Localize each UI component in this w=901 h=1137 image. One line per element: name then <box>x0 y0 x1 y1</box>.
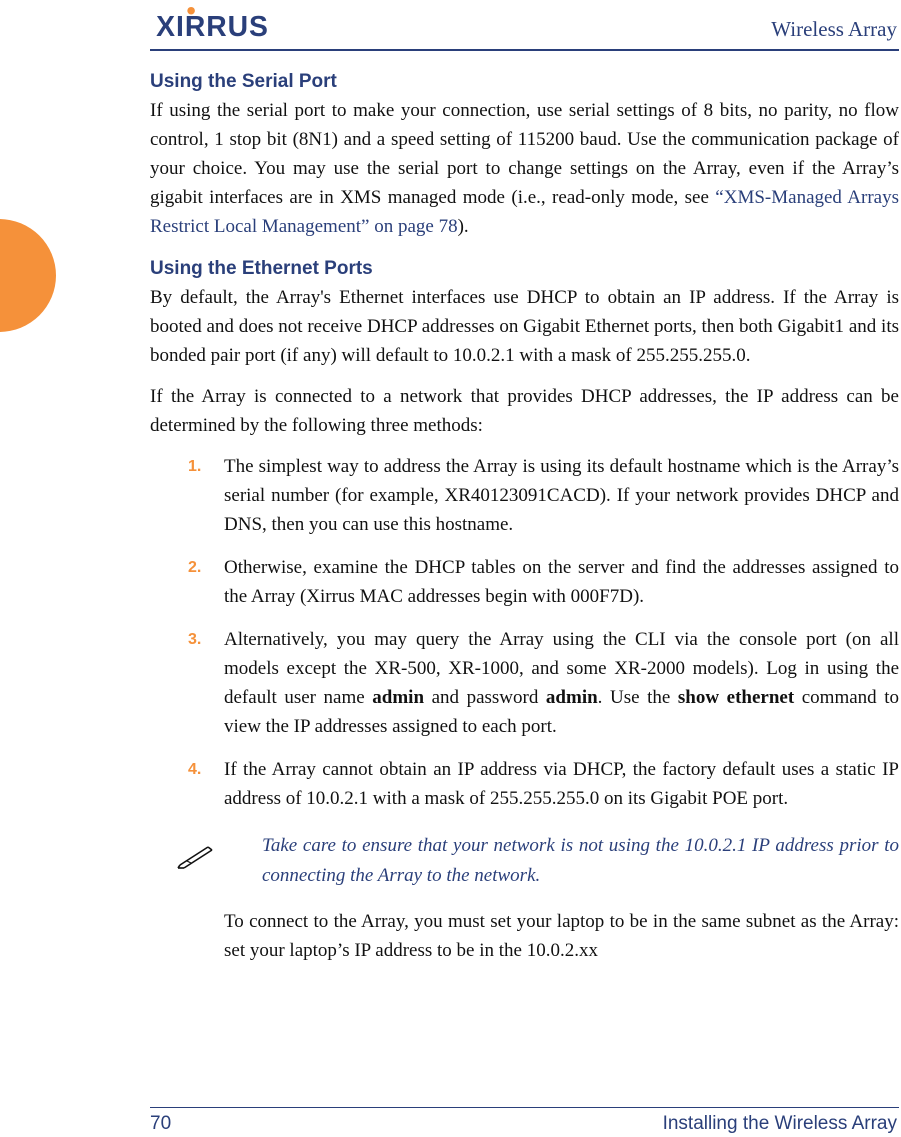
note-callout <box>150 831 899 891</box>
show-ethernet-command: show ethernet <box>677 687 795 708</box>
note-text: Take care to ensure that your network is not using the 10.0.2.1 IP address prior to connecting the Array to the network. <box>262 835 899 886</box>
footer-rule <box>150 1107 899 1108</box>
page-content <box>150 68 899 965</box>
header-title: Wireless Array <box>771 17 897 41</box>
xirrus-logo <box>152 6 302 40</box>
logo-text: XIRRUS <box>156 11 269 40</box>
list-item: 2. Otherwise, examine the DHCP tables on the server and find the addresses assigned to the Array (Xirrus MAC addresses begin with 000F7D). <box>150 553 899 611</box>
chapter-tab-marker <box>0 219 56 332</box>
admin-username: admin <box>372 687 425 708</box>
list-number: 1. <box>188 458 202 475</box>
list-number: 3. <box>188 631 202 648</box>
list-number: 2. <box>188 559 202 576</box>
list-item: 4. If the Array cannot obtain an IP address via DHCP, the factory default uses a static IP address of 10.0.2.1 with a mask of 255.255.255.0 on its Gigabit POE port. <box>150 755 899 813</box>
ethernet-paragraph-1: By default, the Array's Ethernet interfaces use DHCP to obtain an IP address. If the Array is booted and does not receive DHCP addresses on Gigabit Ethernet ports, then both Gigabit1 and its bonded pair port (if any) will default to 10.0.2.1 with a mask of 255.255.255.0. <box>150 287 899 366</box>
section-heading-serial: Using the Serial Port <box>150 71 337 92</box>
pencil-note-icon <box>176 841 216 869</box>
methods-list <box>150 452 899 813</box>
ethernet-paragraph-2: If the Array is connected to a network that provides DHCP addresses, the IP address can be determined by the following three methods: <box>150 386 899 436</box>
closing-paragraph: To connect to the Array, you must set your laptop to be in the same subnet as the Array: set your laptop’s IP address to be in the 10.0.2.xx <box>224 911 899 961</box>
list-item: 3. Alternatively, you may query the Array using the CLI via the console port (on all models except the XR-500, XR-1000, and some XR-2000 models). Log in using the default user name admin and password admin. Use the show ethernet command to view the IP addresses assigned to each port. <box>150 625 899 741</box>
xms-managed-link[interactable]: “XMS-Managed Arrays Restrict Local Management” on page 78 <box>150 187 899 237</box>
serial-port-paragraph: If using the serial port to make your connection, use serial settings of 8 bits, no parity, no flow control, 1 stop bit (8N1) and a speed setting of 115200 baud. Use the communication package of your choice. You may use the serial port to change settings on the Array, even if the Array’s gigabit interfaces are in XMS managed mode (i.e., read-only mode, see “XMS-Managed Arrays Restrict Local Management” on page 78). <box>150 100 899 237</box>
header-rule <box>150 49 899 51</box>
list-number: 4. <box>188 761 202 778</box>
footer-chapter-title: Installing the Wireless Array <box>662 1113 897 1134</box>
section-heading-ethernet: Using the Ethernet Ports <box>150 258 373 279</box>
list-item: 1. The simplest way to address the Array is using its default hostname which is the Array’s serial number (for example, XR40123091CACD). If your network provides DHCP and DNS, then you can use this hostname. <box>150 452 899 539</box>
admin-password: admin <box>545 687 598 708</box>
page-number: 70 <box>150 1113 172 1134</box>
